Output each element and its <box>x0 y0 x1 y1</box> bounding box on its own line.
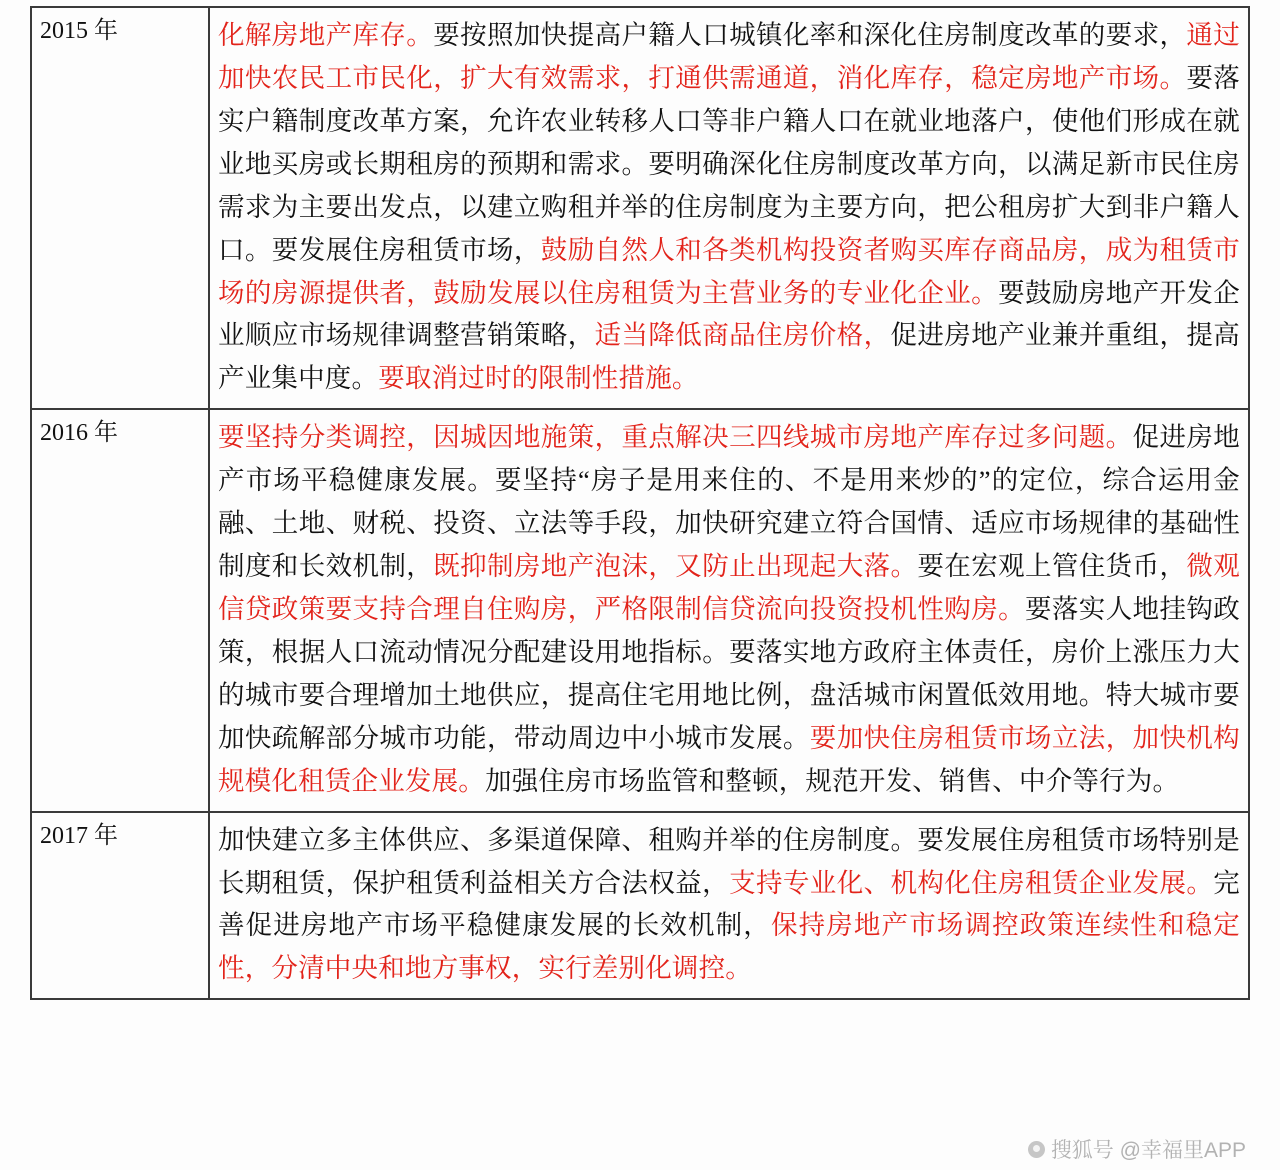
watermark <box>1028 1134 1246 1164</box>
text-segment-highlight: 要坚持分类调控，因城因地施策，重点解决三四线城市房地产库存过多问题。 <box>218 422 1133 453</box>
text-segment-highlight: 通过加快农民工市民化，扩大有效需求，打通供需通道，消化库存，稳定房地产市场。 <box>218 20 1240 93</box>
text-segment: 要在宏观上管住货币， <box>917 551 1187 582</box>
table-row <box>31 812 1249 1000</box>
text-segment: 要落实人地挂钩政策，根据人口流动情况分配建设用地指标。要落实地方政府主体责任，房价上涨压力大的城市要合理增加土地供应，提高住宅用地比例，盘活城市闲置低效用地。特大城市要加快疏解部分城市功能，带动周边中小城市发展。 <box>218 593 1240 753</box>
text-segment: 促进房地产业兼并重组，提高产业集中度。 <box>218 320 1240 394</box>
year-cell: 2015 年 <box>31 7 209 409</box>
content-cell <box>209 409 1249 811</box>
table-row <box>31 7 1249 409</box>
watermark-label: 搜狐号 @幸福里APP <box>1050 1139 1246 1162</box>
table-body <box>31 7 1249 999</box>
text-segment: 促进房地产市场平稳健康发展。要坚持“房子是用来住的、不是用来炒的”的定位，综合运用金融、土地、财税、投资、立法等手段，加快研究建立符合国情、适应市场规律的基础性制度和长效机制， <box>218 422 1240 582</box>
year-cell: 2017 年 <box>31 812 209 1000</box>
year-cell: 2016 年 <box>31 409 209 811</box>
text-segment-highlight: 适当降低商品住房价格， <box>594 320 891 351</box>
content-cell <box>209 812 1249 1000</box>
text-segment: 要落实户籍制度改革方案，允许农业转移人口等非户籍人口在就业地落户，使他们形成在就业地买房或长期租房的预期和需求。要明确深化住房制度改革方向，以满足新市民住房需求为主要出发点，以建立购租并举的住房制度为主要方向，把公租房扩大到非户籍人口。要发展住房租赁市场， <box>218 62 1240 265</box>
sohu-logo-icon <box>1028 1141 1045 1158</box>
policy-table <box>30 6 1250 1000</box>
text-segment-highlight: 化解房地产库存。 <box>218 20 434 50</box>
table-row <box>31 409 1249 811</box>
text-segment-highlight: 保持房地产市场调控政策连续性和稳定性，分清中央和地方事权，实行差别化调控。 <box>218 910 1241 984</box>
text-segment: 加快建立多主体供应、多渠道保障、租购并举的住房制度。要发展住房租赁市场特别是长期租赁，保护租赁利益相关方合法权益， <box>218 824 1240 898</box>
text-segment: 要按照加快提高户籍人口城镇化率和深化住房制度改革的要求， <box>433 20 1187 50</box>
content-cell <box>209 7 1249 409</box>
text-segment-highlight: 要加快住房租赁市场立法，加快机构规模化租赁企业发展。 <box>218 722 1240 796</box>
text-segment-highlight: 鼓励自然人和各类机构投资者购买库存商品房，成为租赁市场的房源提供者，鼓励发展以住房租赁为主营业务的专业化企业。 <box>218 234 1240 308</box>
text-segment-highlight: 要取消过时的限制性措施。 <box>378 363 699 394</box>
text-segment-highlight: 微观信贷政策要支持合理自住购房，严格限制信贷流向投资投机性购房。 <box>218 551 1240 624</box>
text-segment: 加强住房市场监管和整顿，规范开发、销售、中介等行为。 <box>485 765 1180 796</box>
text-segment-highlight: 既抑制房地产泡沫，又防止出现起大落。 <box>433 551 918 582</box>
text-segment: 要鼓励房地产开发企业顺应市场规律调整营销策略， <box>218 277 1240 351</box>
text-segment: 完善促进房地产市场平稳健康发展的长效机制， <box>218 867 1240 941</box>
text-segment-highlight: 支持专业化、机构化住房租赁企业发展。 <box>729 867 1214 898</box>
